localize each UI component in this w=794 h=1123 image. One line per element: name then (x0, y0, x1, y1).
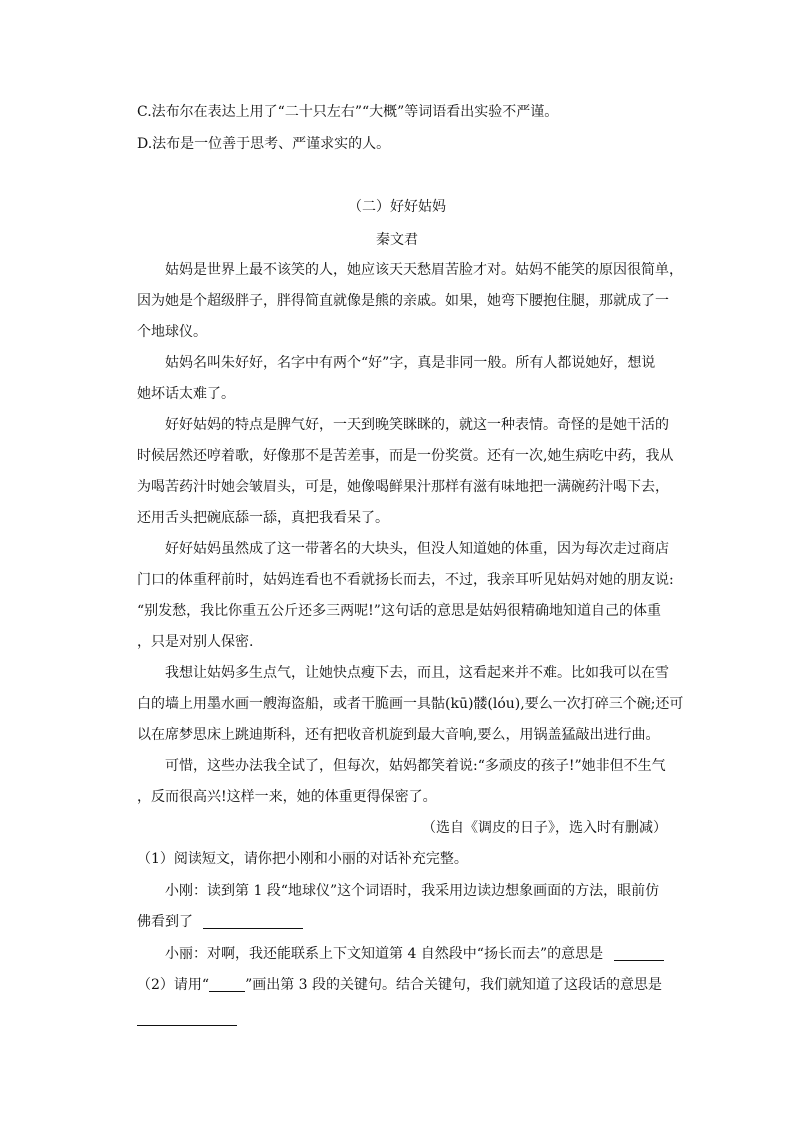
option-c: C.法布尔在表达上用了“二十只左右”“大概”等词语看出实验不严谨。 (137, 104, 559, 120)
answer-blank-2[interactable] (614, 944, 664, 961)
dialogue-xiaoli-text: 小丽：对啊，我还能联系上下文知道第 4 自然段中“扬长而去”的意思是 (165, 946, 604, 962)
passage-line: 好好姑妈虽然成了这一带著名的大块头，但没人知道她的体重，因为每次走过商店 (165, 541, 669, 557)
passage-line: ，只是对别人保密. (137, 634, 254, 650)
passage-line: 门口的体重秤前时，姑妈连看也不看就扬长而去，不过，我亲耳听见姑妈对她的朋友说: (137, 572, 674, 588)
question-2-text-a: （2）请用“ (137, 977, 210, 993)
passage-line: 她坏话太难了。 (137, 386, 235, 402)
passage-line: 为喝苦药汁时她会皱眉头，可是，她像喝鲜果汁那样有滋有味地把一满碗药汁喝下去， (137, 479, 669, 495)
answer-blank-3[interactable] (137, 1009, 237, 1026)
underline-sample (209, 975, 245, 992)
answer-line-q2 (137, 1004, 677, 1034)
passage-source: （选自《调皮的日子》，选入时有删减） (422, 820, 667, 836)
passage-line: 还用舌头把碗底舔一舔，真把我看呆了。 (137, 510, 389, 526)
passage-line: 好好姑妈的特点是脾气好，一天到晚笑眯眯的，就这一种表情。奇怪的是她干活的 (165, 417, 669, 433)
question-2 (137, 970, 677, 1000)
option-d: D.法布是一位善于思考、严谨求实的人。 (137, 136, 391, 152)
question-1: （1）阅读短文，请你把小刚和小丽的对话补充完整。 (137, 851, 468, 867)
passage-line: 因为她是个超级胖子，胖得简直就像是熊的亲戚。如果，她弯下腰抱住腿，那就成了一 (137, 293, 669, 309)
passage-author: 秦文君 (376, 232, 418, 248)
passage-line: 我想让姑妈多生点气，让她快点瘦下去，而且，这看起来并不难。比如我可以在雪 (165, 665, 669, 681)
dialogue-xiaogang-cont (137, 907, 677, 937)
passage-line: 个地球仪。 (137, 324, 207, 340)
passage-line: “别发愁，我比你重五公斤还多三两呢!”这句话的意思是姑妈很精确地知道自己的体重 (137, 603, 661, 619)
answer-blank-1[interactable] (203, 912, 303, 929)
passage-line: ，反而很高兴!这样一来，她的体重更得保密了。 (137, 789, 437, 805)
dialogue-xiaogang-text: 佛看到了 (137, 914, 193, 930)
dialogue-xiaoli (165, 939, 677, 969)
passage-line: 姑妈是世界上最不该笑的人，她应该天天愁眉苦脸才对。姑妈不能笑的原因很简单， (165, 262, 683, 278)
dialogue-xiaogang: 小刚：读到第 1 段“地球仪”这个词语时，我采用边读边想象画面的方法，眼前仿 (165, 883, 660, 899)
passage-line: 可惜，这些办法我全试了，但每次，姑妈都笑着说:“多顽皮的孩子!”她非但不生气 (165, 758, 666, 774)
passage-title: （二）好好姑妈 (348, 199, 446, 215)
passage-line: 姑妈名叫朱好好，名字中有两个“好”字，真是非同一般。所有人都说她好，想说 (165, 355, 656, 371)
passage-line: 时候居然还哼着歌，好像那不是苦差事，而是一份奖赏。还有一次,她生病吃中药，我从 (137, 448, 674, 464)
question-2-text-b: ”画出第 3 段的关键句。结合关键句，我们就知道了这段话的意思是 (245, 977, 663, 993)
passage-line: 以在席梦思床上跳迪斯科，还有把收音机旋到最大音响,要么，用锅盖猛敲出进行曲。 (137, 727, 660, 743)
passage-line: 白的墙上用墨水画一艘海盗船，或者干脆画一具骷(kū)髅(lóu),要么一次打碎三个碗;还可 (137, 696, 684, 712)
